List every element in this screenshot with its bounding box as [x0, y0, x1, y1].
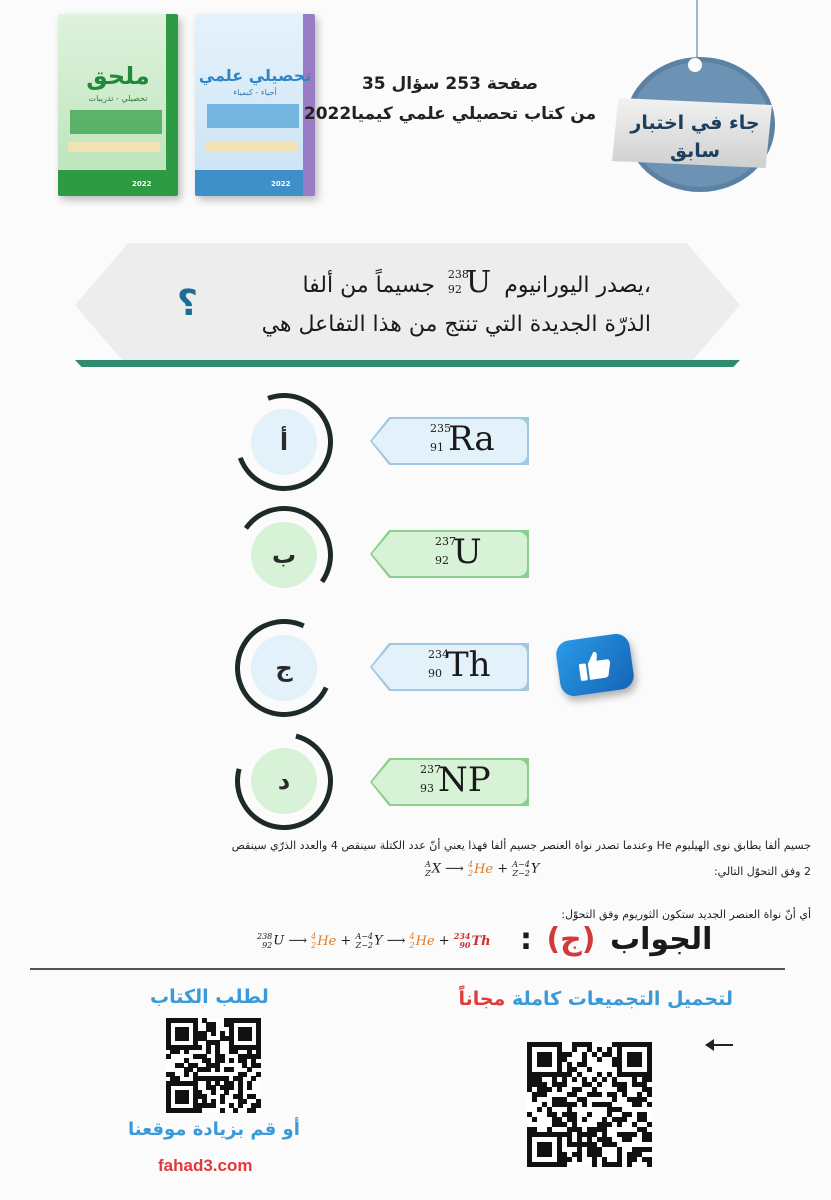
nuclide-mass: 238 [447, 268, 469, 281]
option-b-circle[interactable] [251, 522, 317, 588]
answer-letter-wrap: (ج) [546, 922, 596, 957]
qr-module [632, 1157, 637, 1162]
qr-module [617, 1162, 622, 1167]
qr-module [572, 1102, 577, 1107]
qr-module [602, 1077, 607, 1082]
qr-module [607, 1122, 612, 1127]
badge-string [696, 0, 698, 62]
qr-module [627, 1112, 632, 1117]
qr-module [166, 1054, 171, 1059]
option-d-circle[interactable] [251, 748, 317, 814]
qr-module [256, 1072, 261, 1077]
badge-line1: جاء في اختبار [630, 112, 760, 134]
book-banner [207, 104, 299, 128]
book-cover-tahsili [195, 14, 315, 196]
nuclide-symbol: NP [438, 760, 491, 800]
page-question-ref: صفحة 253 سؤال 35 [361, 74, 539, 94]
free-text: مجاناً [458, 988, 506, 1010]
explanation-line2: 2 وفق التحوّل التالي: [713, 865, 811, 878]
arrow-left-icon-head [705, 1039, 714, 1051]
qr-module [256, 1054, 261, 1059]
footer-divider [30, 968, 785, 970]
explanation-line1: جسيم ألفا يطابق نوى الهيليوم He وعندما تصدر نواة العنصر جسيم ألفا فهذا يعني أنّ عدد الكتلة سينقص 4 والعدد الذرّي سينقص [231, 839, 811, 852]
website-link[interactable]: fahad3.com [158, 1156, 253, 1175]
question-line1-after: جسيماً من ألفا [302, 273, 435, 298]
source-ref: من كتاب تحصيلي علمي كيميا2022 [303, 104, 597, 124]
qr-module [206, 1067, 211, 1072]
qr-module [637, 1102, 642, 1107]
qr-module [587, 1112, 592, 1117]
qr-module [622, 1117, 627, 1122]
qr-module [547, 1087, 552, 1092]
option-b-nuclide [435, 532, 482, 572]
book-year: 2022 [132, 180, 152, 188]
book-pencil [68, 142, 160, 152]
nuclide-mass: 237 [435, 535, 456, 548]
book-year: 2022 [271, 180, 291, 188]
qr-module [567, 1157, 572, 1162]
badge-hole [688, 58, 702, 72]
qr-module [647, 1077, 652, 1082]
nuclide-mass: 237 [420, 763, 441, 776]
qr-module [184, 1036, 189, 1041]
uranium-nuclide [447, 265, 492, 300]
option-b-letter: ب [271, 541, 297, 569]
explanation-line3: أي أنّ نواة العنصر الجديد ستكون الثوريوم وفق التحوّل: [561, 908, 811, 921]
qr-module [627, 1162, 632, 1167]
qr-module [617, 1122, 622, 1127]
qr-module [577, 1087, 582, 1092]
nuclide-atomic: 91 [430, 441, 444, 454]
qr-module [557, 1087, 562, 1092]
badge-line2: سابق [669, 140, 721, 162]
alpha-decay-equation: A ZX ⟶ 4 2He + A−4 Z−2Y [425, 860, 540, 878]
qr-module [647, 1122, 652, 1127]
qr-module [206, 1049, 211, 1054]
download-qr-code[interactable] [527, 1042, 652, 1167]
qr-module [647, 1092, 652, 1097]
qr-module [582, 1117, 587, 1122]
qr-module [627, 1137, 632, 1142]
nuclide-atomic: 92 [435, 554, 449, 567]
qr-module [247, 1067, 252, 1072]
book-spine [166, 14, 178, 196]
nuclide-mass: 235 [430, 422, 451, 435]
qr-module [632, 1132, 637, 1137]
nuclide-atomic: 92 [447, 283, 462, 296]
qr-module [251, 1076, 256, 1081]
option-c-circle[interactable] [251, 635, 317, 701]
qr-module [220, 1058, 225, 1063]
option-d-letter: د [277, 767, 291, 795]
book-banner [70, 110, 162, 134]
question-line2: الذرّة الجديدة التي تنتج من هذا التفاعل هي [261, 312, 651, 337]
qr-module [547, 1062, 552, 1067]
qr-module [233, 1108, 238, 1113]
order-book-text: لطلب الكتاب [150, 986, 269, 1008]
qr-module [251, 1108, 256, 1113]
qr-module [175, 1049, 180, 1054]
qr-module [597, 1057, 602, 1062]
qr-module [587, 1067, 592, 1072]
qr-module [597, 1082, 602, 1087]
nuclide-atomic: 93 [420, 782, 434, 795]
qr-module [572, 1077, 577, 1082]
qr-module [184, 1072, 189, 1077]
nuclide-symbol: Ra [448, 419, 495, 459]
book-title: ملحق [86, 62, 150, 90]
download-text: لتحميل التجميعات كاملة [511, 988, 733, 1010]
answer [520, 922, 712, 957]
qr-module [184, 1099, 189, 1104]
qr-module [229, 1067, 234, 1072]
qr-module [229, 1058, 234, 1063]
qr-module [211, 1031, 216, 1036]
qr-module [577, 1157, 582, 1162]
thumbs-up-icon [554, 632, 635, 698]
qr-module [647, 1147, 652, 1152]
qr-module [532, 1117, 537, 1122]
qr-module [542, 1092, 547, 1097]
option-c-letter: ج [275, 654, 293, 682]
qr-module [242, 1099, 247, 1104]
qr-module [532, 1097, 537, 1102]
qr-module [592, 1162, 597, 1167]
book-subtitle: أحياء - كيمياء [233, 88, 277, 97]
qr-module [197, 1108, 202, 1113]
qr-module [197, 1045, 202, 1050]
qr-module [184, 1049, 189, 1054]
qr-module [238, 1103, 243, 1108]
question-line1 [302, 265, 651, 300]
qr-module [547, 1152, 552, 1157]
option-a-circle[interactable] [251, 409, 317, 475]
qr-module [215, 1067, 220, 1072]
nuclide-atomic: 90 [428, 667, 442, 680]
visit-site-text: أو قم بزيادة موقعنا [128, 1119, 300, 1140]
qr-module [247, 1085, 252, 1090]
qr-module [612, 1097, 617, 1102]
qr-module [211, 1103, 216, 1108]
qr-module [637, 1062, 642, 1067]
qr-module [562, 1082, 567, 1087]
qr-module [647, 1102, 652, 1107]
question-box-underline [75, 360, 740, 367]
option-c-nuclide [428, 645, 491, 685]
answer-colon: : [520, 922, 532, 957]
nuclide-symbol: Th [446, 645, 491, 685]
nuclide-symbol: U [465, 265, 492, 300]
question-mark-icon: ؟ [177, 283, 198, 324]
answer-letter: ج [560, 922, 582, 957]
qr-module [567, 1052, 572, 1057]
qr-module [597, 1092, 602, 1097]
qr-module [537, 1107, 542, 1112]
book-title: تحصيلي علمي [198, 66, 312, 85]
qr-module [256, 1103, 261, 1108]
qr-module [256, 1063, 261, 1068]
qr-module [647, 1162, 652, 1167]
answer-label: الجواب [609, 922, 713, 957]
qr-module [582, 1102, 587, 1107]
book-pencil [205, 142, 297, 152]
order-qr-code[interactable] [166, 1018, 260, 1112]
option-a-letter: أ [279, 428, 289, 456]
qr-module [572, 1047, 577, 1052]
qr-module [220, 1099, 225, 1104]
option-a-nuclide [430, 419, 495, 459]
qr-module [229, 1085, 234, 1090]
qr-module [562, 1162, 567, 1167]
book-cover-mulhaq [58, 14, 178, 196]
uranium-decay-equation: 238 92U ⟶ 4 2He + A−4 Z−2Y ⟶ 4 2He + 234 90Th [257, 931, 491, 950]
question-box [75, 243, 740, 367]
option-d-nuclide [420, 760, 491, 800]
qr-module [647, 1137, 652, 1142]
qr-module [211, 1090, 216, 1095]
qr-module [220, 1108, 225, 1113]
nuclide-mass: 234 [428, 648, 449, 661]
qr-module [224, 1090, 229, 1095]
download-text-line [458, 988, 733, 1010]
nuclide-symbol: U [453, 532, 482, 572]
qr-module [247, 1036, 252, 1041]
qr-module [242, 1072, 247, 1077]
book-subtitle: تحصيلي - تدريبات [88, 94, 148, 103]
question-line1-before: ،يصدر اليورانيوم [504, 273, 651, 298]
